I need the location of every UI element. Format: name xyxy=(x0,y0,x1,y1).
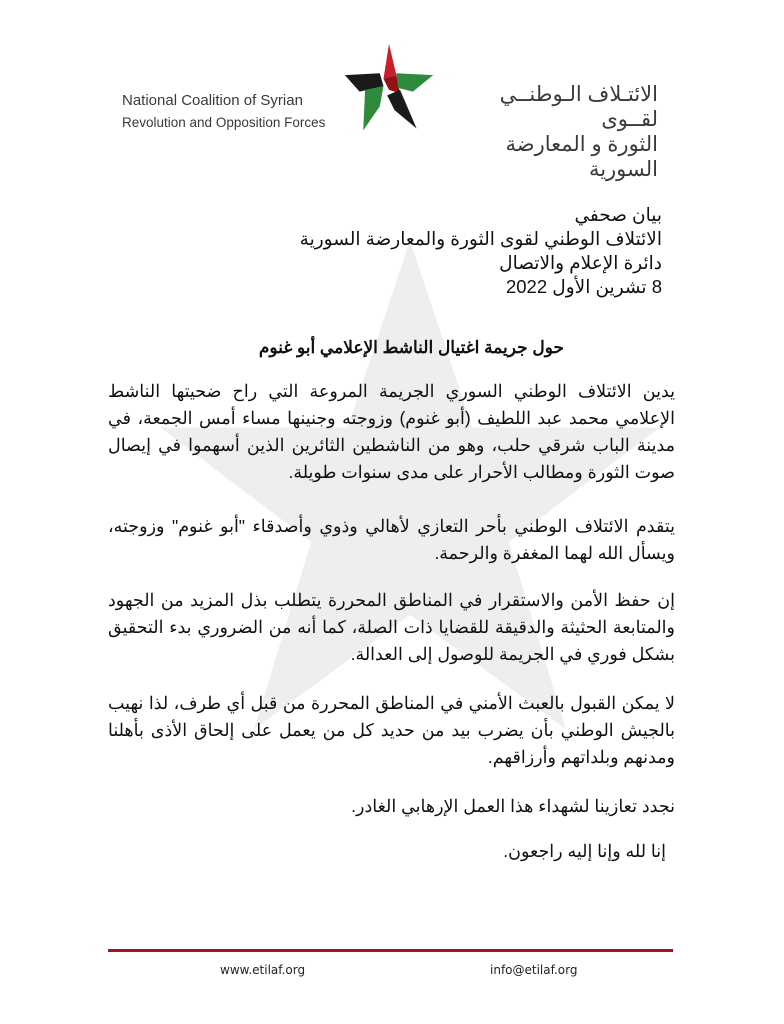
letterhead xyxy=(0,0,784,181)
website-link[interactable]: www.etilaf.org xyxy=(220,963,306,977)
issuer: الائتلاف الوطني لقوى الثورة والمعارضة السورية xyxy=(299,228,662,249)
org-name-ar-line1: الائتـلاف الـوطنــي لقــوى xyxy=(499,83,658,131)
footer-rule xyxy=(108,949,673,952)
doc-type: بيان صحفي xyxy=(574,204,662,225)
org-name-en-line1: National Coalition of Syrian xyxy=(122,92,303,109)
email-link[interactable]: info@etilaf.org xyxy=(490,963,578,977)
paragraph: يدين الائتلاف الوطني السوري الجريمة المروعة التي راح ضحيتها الناشط الإعلامي محمد عبد اللطيف (أبو غنوم) وزوجته وجنينها مساء أمس الجمعة، في مدينة الباب شرقي حلب، وهو من الناشطين الثائرين الذين أسهموا في إيصال صوت الثورة ومطالب الأحرار على مدى سنوات طويلة. xyxy=(108,381,675,482)
paragraph: يتقدم الائتلاف الوطني بأحر التعازي لأهالي وذوي وأصدقاء "أبو غنوم" وزوجته، ويسأل الله لهما المغفرة والرحمة. xyxy=(108,516,675,563)
paragraph: لا يمكن القبول بالعبث الأمني في المناطق المحررة من قبل أي طرف، لذا نهيب بالجيش الوطني بأن يضرب بيد من حديد كل من يعمل على إلحاق الأذى بأهلنا ومدنهم وبلداتهم وأرزاقهم. xyxy=(108,693,675,767)
org-name-en-line2: Revolution and Opposition Forces xyxy=(122,115,326,130)
org-name-ar-line2: الثورة و المعارضة السورية xyxy=(505,133,658,181)
star-logo-icon xyxy=(343,42,435,134)
closing-line: إنا لله وإنا إليه راجعون. xyxy=(503,841,666,861)
paragraph: نجدد تعازينا لشهداء هذا العمل الإرهابي الغادر. xyxy=(351,796,675,816)
department: دائرة الإعلام والاتصال xyxy=(499,252,662,273)
paragraph: إن حفظ الأمن والاستقرار في المناطق المحررة يتطلب بذل المزيد من الجهود والمتابعة الحثيثة والدقيقة للقضايا ذات الصلة، كما أنه من الضروري بدء التحقيق بشكل فوري في الجريمة للوصول إلى العدالة. xyxy=(108,590,675,664)
statement-title: حول جريمة اغتيال الناشط الإعلامي أبو غنوم xyxy=(258,338,564,357)
date: 8 تشرين الأول 2022 xyxy=(505,276,662,297)
org-name-en xyxy=(122,90,325,134)
statement-meta xyxy=(300,203,662,299)
org-name-ar xyxy=(438,82,658,182)
